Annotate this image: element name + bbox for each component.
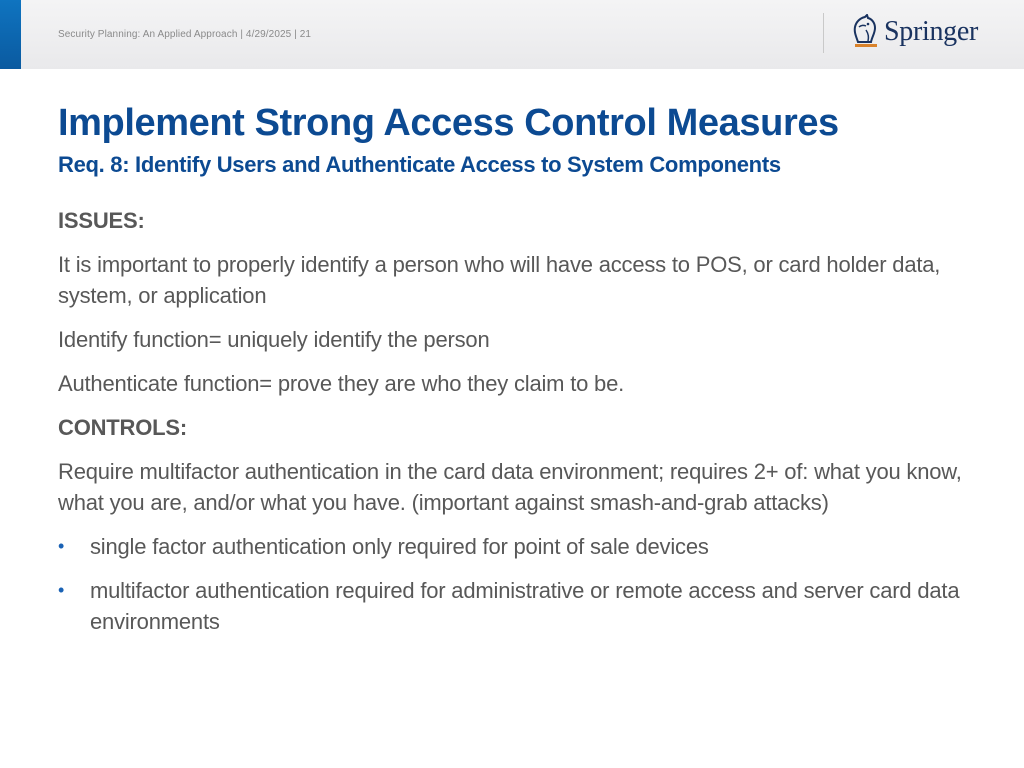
header-divider <box>823 13 824 53</box>
issue-item: Authenticate function= prove they are who they claim to be. <box>58 371 625 396</box>
issue-item: Identify function= uniquely identify the person <box>58 327 490 352</box>
bullet-icon: • <box>58 580 65 600</box>
bullet-icon: • <box>58 536 65 556</box>
issues-heading: ISSUES: <box>58 208 145 233</box>
issue-item: It is important to properly identify a person who will have access to POS, or card holder data, system, or application <box>58 252 941 308</box>
bullet-item <box>58 575 978 637</box>
bullet-text: single factor authentication only required for point of sale devices <box>90 534 709 559</box>
springer-horse-icon <box>850 14 880 52</box>
controls-heading: CONTROLS: <box>58 415 187 440</box>
controls-intro: Require multifactor authentication in the card data environment; requires 2+ of: what you know, what you are, and/or what you have. (important against smash-and-grab attacks) <box>58 459 962 515</box>
slide-subtitle: Req. 8: Identify Users and Authenticate Access to System Components <box>58 152 781 177</box>
springer-logo <box>850 14 978 54</box>
springer-wordmark: Springer <box>884 16 979 47</box>
slide-footer-info: Security Planning: An Applied Approach | 4/29/2025 | 21 <box>58 29 312 40</box>
slide-header <box>0 0 1024 69</box>
bullet-item <box>58 531 978 562</box>
slide-title: Implement Strong Access Control Measures <box>58 102 839 144</box>
bullet-text: multifactor authentication required for administrative or remote access and server card data environments <box>90 578 960 634</box>
slide-body <box>58 205 978 650</box>
header-accent-bar <box>0 0 21 69</box>
